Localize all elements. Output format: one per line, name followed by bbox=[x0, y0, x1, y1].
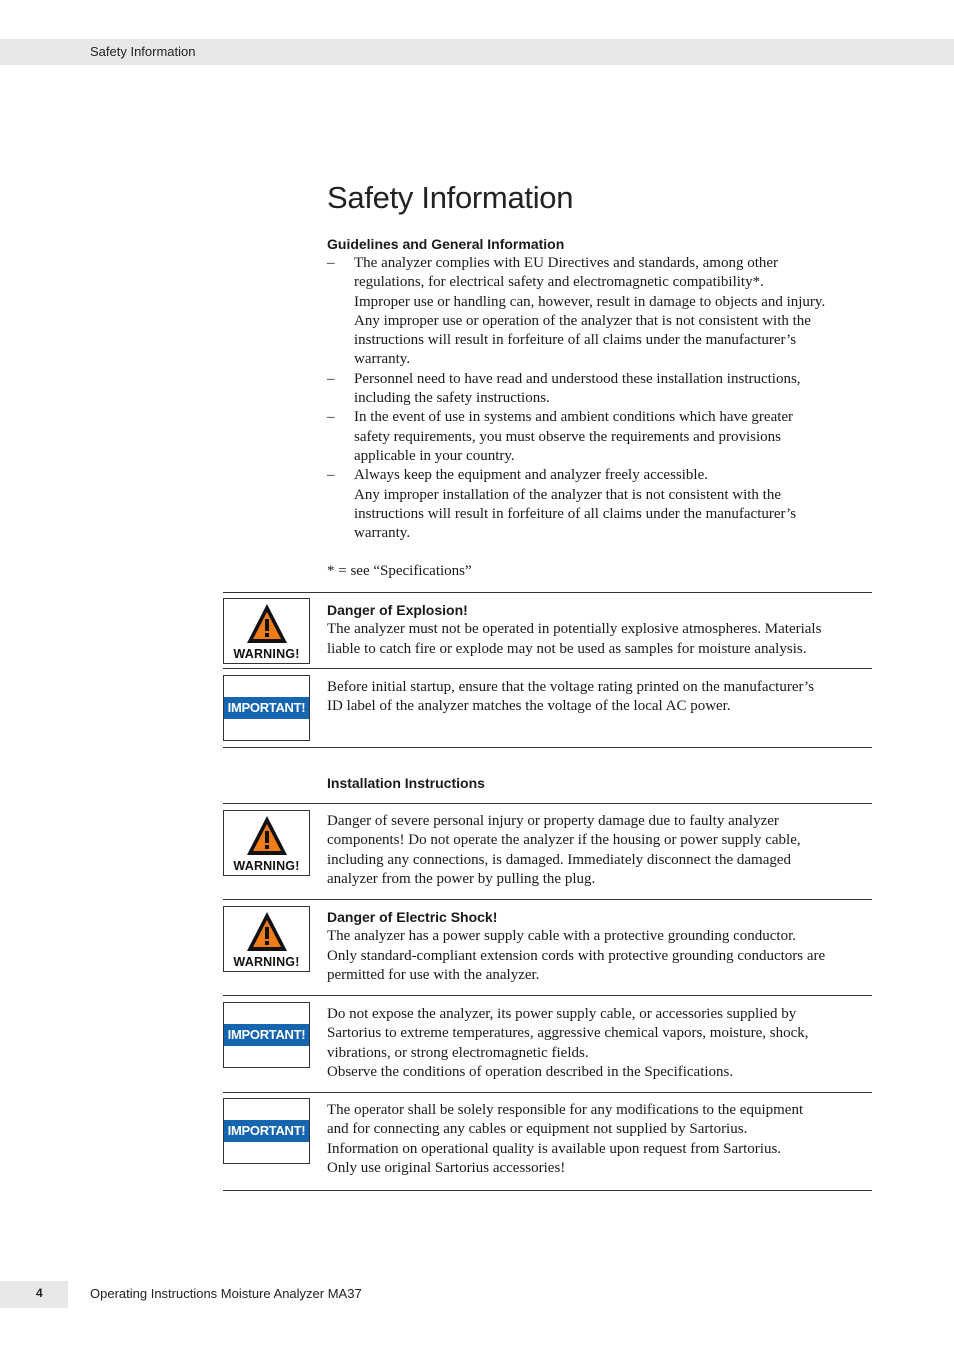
warning-label: WARNING! bbox=[233, 859, 300, 873]
notice-faulty: Danger of severe personal injury or property damage due to faulty analyzer components! Do not operate the analyzer if the housing or power supply cable, including any connections, is damaged. Immediately disconnect the damaged analyzer from the power by pulling the plug. bbox=[327, 813, 801, 887]
important-label: IMPORTANT! bbox=[224, 1120, 309, 1142]
list-item: – In the event of use in systems and ambient conditions which have greater safety requirements, you must observe the requirements and provisions applicable in your country. bbox=[327, 409, 794, 464]
page-number: 4 bbox=[36, 1286, 43, 1300]
notice-title: Danger of Explosion! bbox=[327, 602, 468, 618]
warning-symbol bbox=[223, 906, 310, 972]
list-dash: – bbox=[327, 370, 335, 387]
warning-triangle-icon bbox=[245, 910, 289, 954]
divider bbox=[223, 995, 872, 996]
warning-label: WARNING! bbox=[233, 955, 300, 969]
divider bbox=[223, 899, 872, 900]
divider bbox=[223, 803, 872, 804]
warning-triangle-icon bbox=[245, 814, 289, 858]
page-title: Safety Information bbox=[327, 180, 574, 215]
list-dash: – bbox=[327, 409, 335, 426]
important-label: IMPORTANT! bbox=[224, 697, 309, 719]
warning-symbol bbox=[223, 598, 310, 664]
list-item: – The analyzer complies with EU Directives and standards, among other regulations, for electrical safety and electromagnetic compatibility*. Improper use or handling can, however, result in damage to objects and injury. Any improper use or operation of the analyzer that is not consistent with the instructions will result in forfeiture of all claims under the manufacturer’s warranty. bbox=[327, 255, 826, 368]
notice-voltage: Before initial startup, ensure that the voltage rating printed on the manufacturer’s ID label of the analyzer matches the voltage of the local AC power. bbox=[327, 679, 815, 715]
installation-heading: Installation Instructions bbox=[327, 775, 485, 791]
running-header bbox=[0, 39, 954, 65]
notice-operator: The operator shall be solely responsible for any modifications to the equipment and for connecting any cables or equipment not supplied by Sartorius. Information on operational quality is available upon request from Sartorius. Only use original Sartorius accessories! bbox=[327, 1102, 804, 1176]
divider bbox=[223, 747, 872, 748]
list-item: – Always keep the equipment and analyzer freely accessible. Any improper installation of the analyzer that is not consistent with the instructions will result in forfeiture of all claims under the manufacturer’s warranty. bbox=[327, 467, 797, 542]
page-number-box bbox=[0, 1281, 68, 1308]
running-header-text: Safety Information bbox=[90, 44, 196, 59]
list-dash: – bbox=[327, 467, 335, 484]
important-symbol bbox=[223, 675, 310, 741]
list-dash: – bbox=[327, 255, 335, 271]
guidelines-heading: Guidelines and General Information bbox=[327, 236, 565, 252]
notice-expose: Do not expose the analyzer, its power supply cable, or accessories supplied by Sartorius to extreme temperatures, aggressive chemical vapors, moisture, shock, vibrations, or strong electromagnetic fields. Observe the conditions of operation described in the Specifications. bbox=[327, 1006, 809, 1080]
divider bbox=[223, 1190, 872, 1191]
important-label: IMPORTANT! bbox=[224, 1024, 309, 1046]
important-symbol bbox=[223, 1002, 310, 1068]
divider bbox=[223, 592, 872, 593]
warning-label: WARNING! bbox=[233, 647, 300, 661]
footer-doc-title: Operating Instructions Moisture Analyzer MA37 bbox=[90, 1286, 362, 1301]
divider bbox=[223, 1092, 872, 1093]
divider bbox=[223, 668, 872, 669]
footnote: * = see “Specifications” bbox=[327, 563, 472, 579]
notice-title: Danger of Electric Shock! bbox=[327, 909, 498, 925]
warning-triangle-icon bbox=[245, 602, 289, 646]
guidelines-list bbox=[327, 254, 872, 543]
list-item: – Personnel need to have read and understood these installation instructions, including the safety instructions. bbox=[327, 370, 801, 407]
notice-explosion: Danger of Explosion! The analyzer must not be operated in potentially explosive atmospheres. Materials liable to catch fire or explode may not be used as samples for moisture analysis. bbox=[327, 601, 872, 659]
notice-shock: Danger of Electric Shock! The analyzer has a power supply cable with a protective grounding conductor. Only standard-compliant extension cords with protective grounding conductors are permitted for use with the analyzer. bbox=[327, 908, 872, 985]
warning-symbol bbox=[223, 810, 310, 876]
important-symbol bbox=[223, 1098, 310, 1164]
